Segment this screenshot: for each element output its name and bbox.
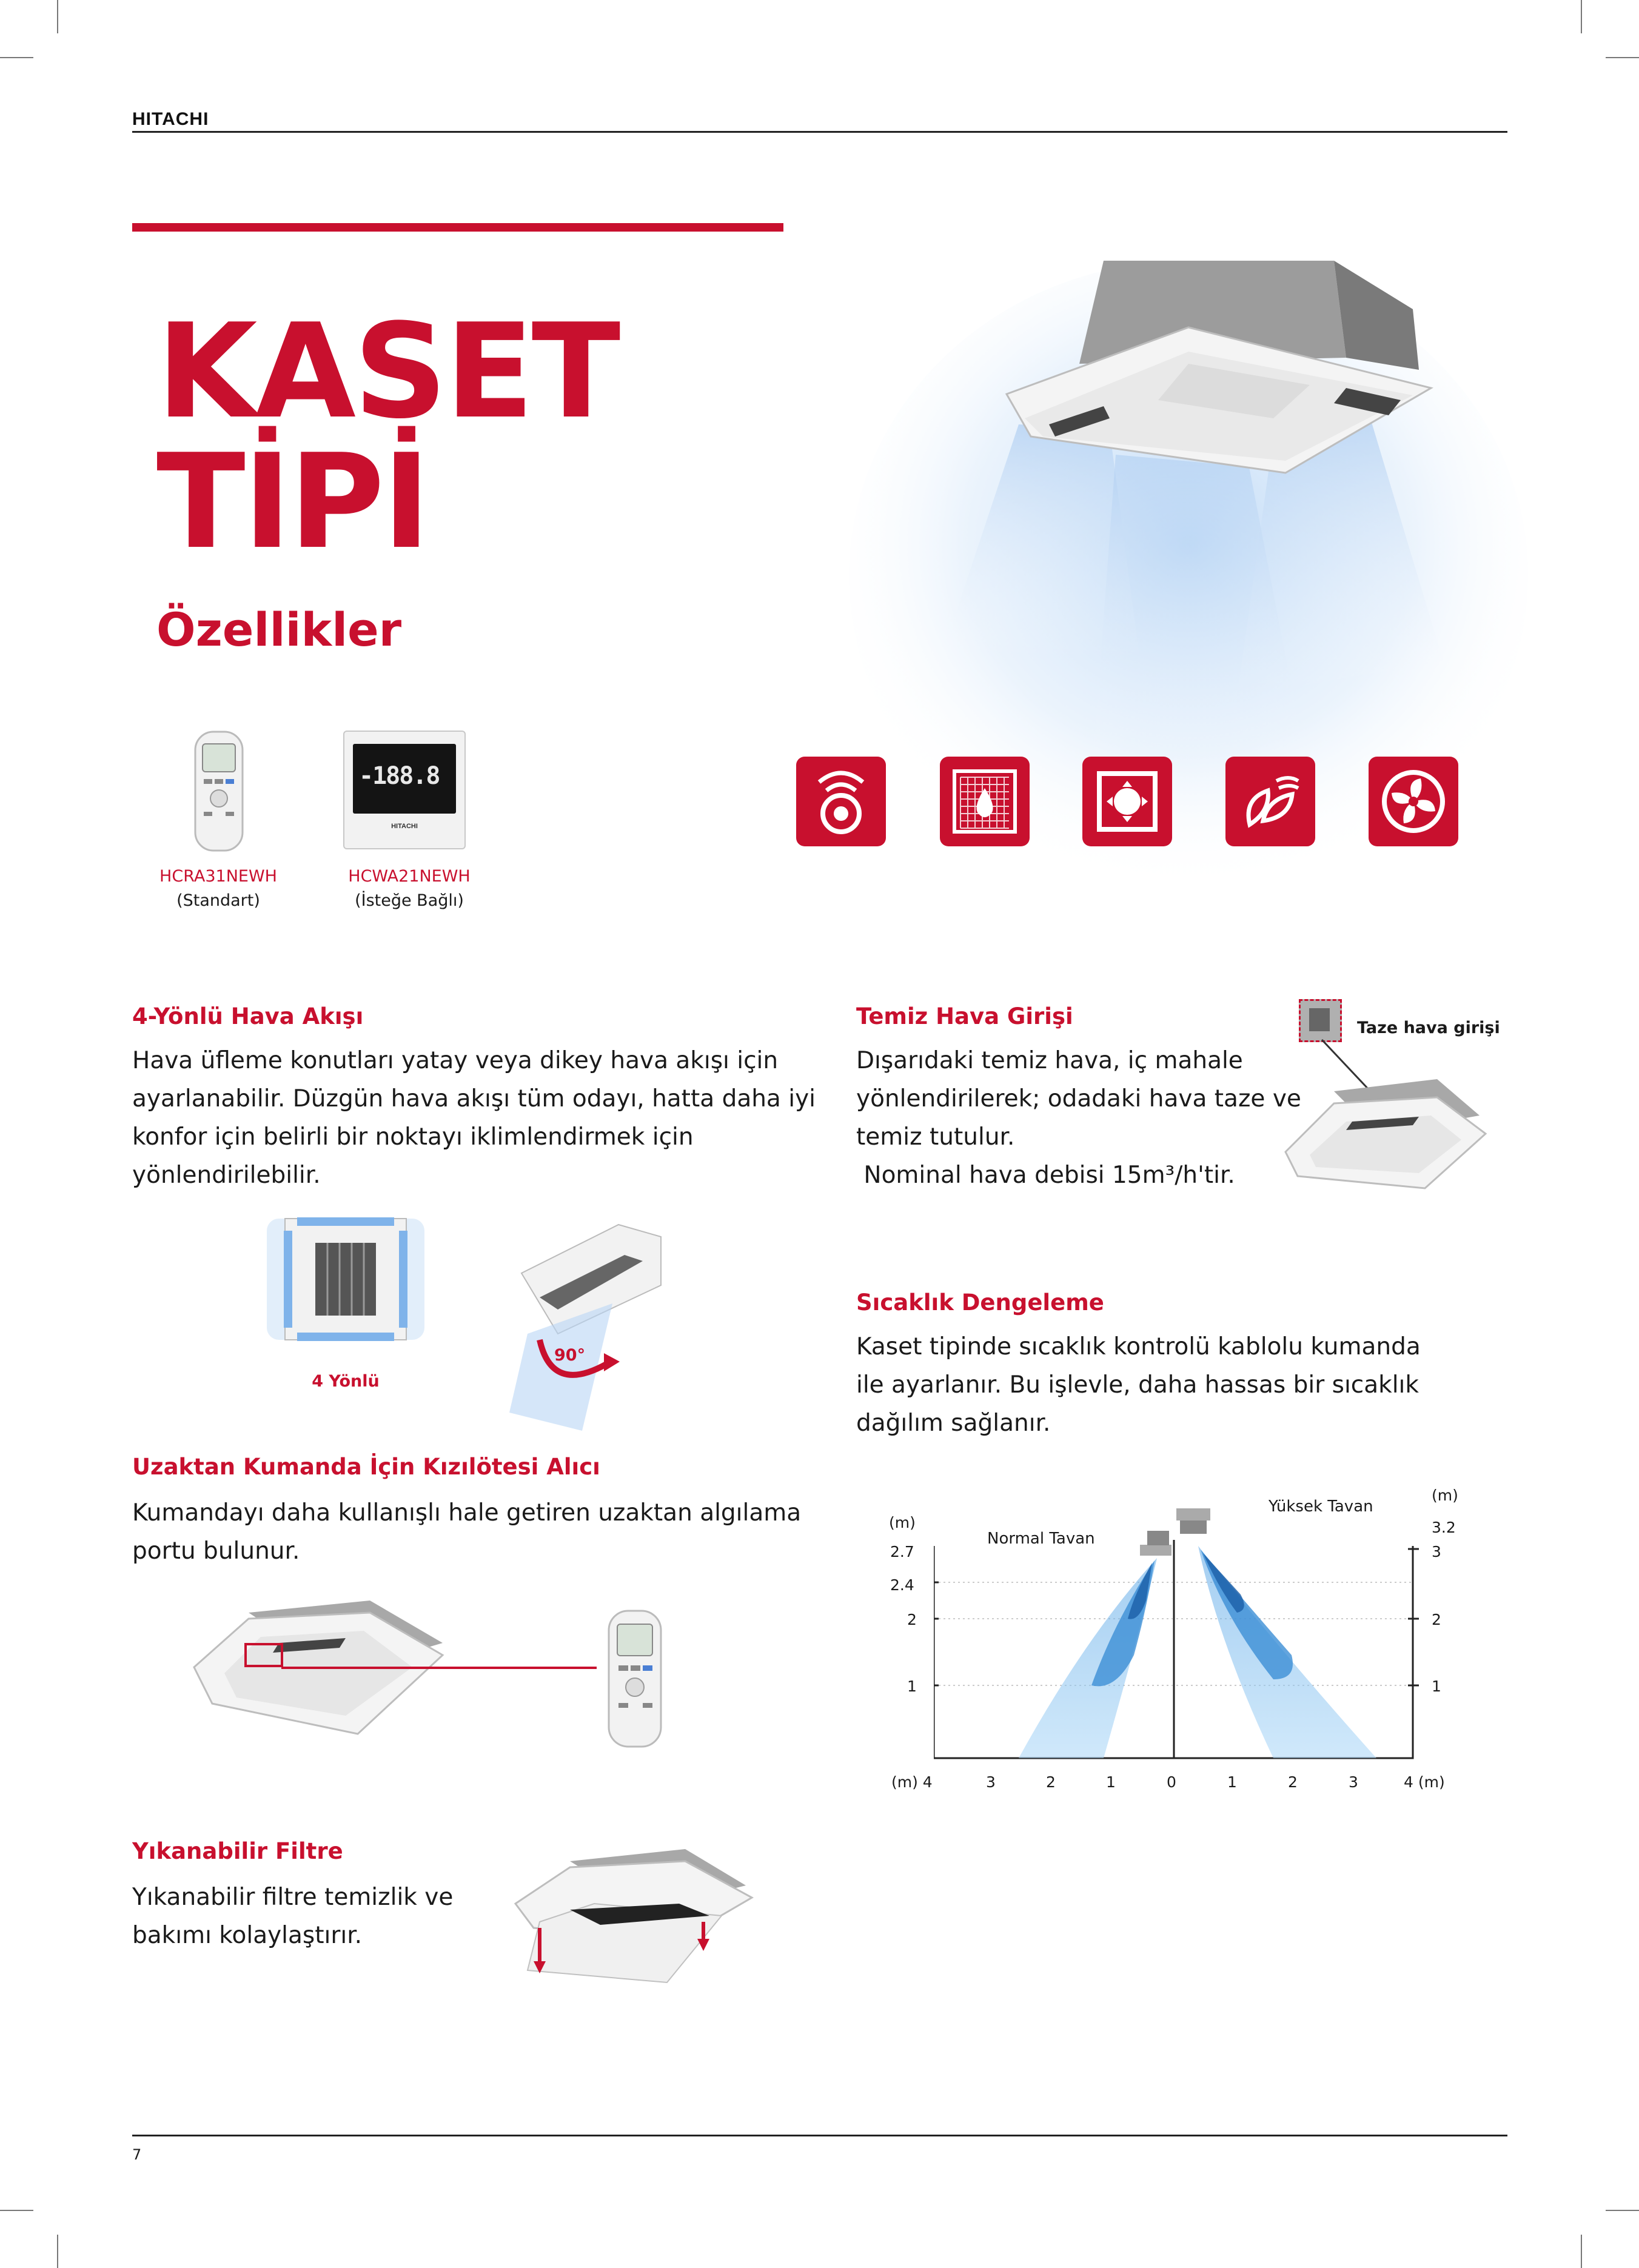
left-tick: 1 xyxy=(907,1678,917,1695)
left-tick: 2.4 xyxy=(890,1576,914,1594)
remote-note-optional: (İsteğe Bağlı) xyxy=(355,891,464,910)
left-tick: 2 xyxy=(907,1611,917,1628)
temperature-heading: Sıcaklık Dengeleme xyxy=(856,1290,1104,1316)
crop-mark xyxy=(1606,57,1639,58)
airflow-text-line3: konfor için belirli bir noktayı iklimlendirmek için xyxy=(132,1123,694,1151)
crop-mark xyxy=(57,2235,58,2268)
airflow-text-line2: ayarlanabilir. Düzgün hava akışı tüm odayı, hatta daha iyi xyxy=(132,1085,816,1112)
brand-logo: HITACHI xyxy=(132,109,209,129)
header-rule xyxy=(132,131,1507,133)
x-tick: 3 xyxy=(1349,1773,1358,1791)
airflow-heading: 4-Yönlü Hava Akışı xyxy=(132,1003,364,1029)
fresh-air-text-line3: temiz tutulur. xyxy=(856,1123,1015,1151)
louver-angle-image xyxy=(485,1213,667,1443)
fresh-air-text-line4: Nominal hava debisi 15m³/h'tir. xyxy=(856,1162,1235,1189)
right-tick: 3 xyxy=(1432,1543,1441,1561)
remote-control-image xyxy=(606,1610,664,1749)
four-way-airflow-icon xyxy=(1082,757,1172,846)
page-title-line1: KASET xyxy=(156,295,618,447)
crop-mark xyxy=(0,57,33,58)
x-tick: 2 xyxy=(1046,1773,1056,1791)
remote-model-standard: HCRA31NEWH xyxy=(159,867,277,886)
page-title-line2: TİPİ xyxy=(156,426,429,578)
x-tick: 3 xyxy=(986,1773,996,1791)
inlet-port-shape xyxy=(1309,1008,1330,1031)
filter-heading: Yıkanabilir Filtre xyxy=(132,1838,343,1864)
cassette-receiver-image xyxy=(188,1601,455,1746)
fresh-air-heading: Temiz Hava Girişi xyxy=(856,1003,1073,1029)
fresh-air-inlet-marker xyxy=(1299,999,1342,1042)
remote-note-standard: (Standart) xyxy=(176,891,260,910)
fresh-air-callout-label: Taze hava girişi xyxy=(1357,1019,1500,1037)
title-accent-bar xyxy=(132,223,783,232)
crop-mark xyxy=(57,0,58,33)
x-tick: 4 (m) xyxy=(1404,1773,1445,1791)
x-tick: 2 xyxy=(1288,1773,1298,1791)
angle-caption: 90° xyxy=(554,1346,586,1365)
fresh-air-leaf-icon xyxy=(1225,757,1315,846)
remote-model-optional: HCWA21NEWH xyxy=(348,867,471,886)
receiver-text-line2: portu bulunur. xyxy=(132,1537,300,1565)
crop-mark xyxy=(1606,2210,1639,2211)
x-tick: 1 xyxy=(1106,1773,1116,1791)
lcd-digits: -188.8 xyxy=(359,762,440,790)
page-number: 7 xyxy=(132,2146,142,2163)
wired-controller-image xyxy=(343,731,466,849)
controller-lcd-screen xyxy=(353,744,456,814)
receiver-heading: Uzaktan Kumanda İçin Kızılötesi Alıcı xyxy=(132,1454,600,1480)
temperature-text-line1: Kaset tipinde sıcaklık kontrolü kablolu kumanda xyxy=(856,1333,1421,1360)
fan-icon xyxy=(1369,757,1458,846)
right-tick: 2 xyxy=(1432,1611,1441,1628)
right-tick: 3.2 xyxy=(1432,1519,1456,1536)
four-way-airflow-image xyxy=(261,1206,431,1352)
crop-mark xyxy=(1581,2235,1582,2268)
receiver-callout-line xyxy=(281,1667,597,1669)
left-tick: 2.7 xyxy=(890,1543,914,1561)
x-tick: 0 xyxy=(1167,1773,1176,1791)
temperature-text-line2: ile ayarlanır. Bu işlevle, daha hassas bir sıcaklık xyxy=(856,1371,1419,1399)
left-axis-unit: (m) xyxy=(889,1514,916,1531)
normal-ceiling-label: Normal Tavan xyxy=(987,1530,1095,1548)
filter-text-line2: bakımı kolaylaştırır. xyxy=(132,1922,363,1949)
washable-filter-image xyxy=(503,1849,764,1995)
washable-filter-icon xyxy=(940,757,1030,846)
airflow-text-line4: yönlendirilebilir. xyxy=(132,1162,321,1189)
crop-mark xyxy=(0,2210,33,2211)
footer-rule xyxy=(132,2135,1507,2136)
x-tick: 1 xyxy=(1227,1773,1237,1791)
crop-mark xyxy=(1581,0,1582,33)
filter-text-line1: Yıkanabilir filtre temizlik ve xyxy=(132,1884,454,1911)
controller-brand: HITACHI xyxy=(391,823,418,830)
section-subtitle: Özellikler xyxy=(156,603,402,657)
right-tick: 1 xyxy=(1432,1678,1441,1695)
airflow-text-line1: Hava üfleme konutları yatay veya dikey hava akışı için xyxy=(132,1047,779,1074)
fresh-air-text-line1: Dışarıdaki temiz hava, iç mahale xyxy=(856,1047,1243,1074)
temperature-text-line3: dağılım sağlanır. xyxy=(856,1410,1051,1437)
right-axis-unit: (m) xyxy=(1432,1487,1458,1504)
fresh-air-text-line2: yönlendirilerek; odadaki hava taze ve xyxy=(856,1085,1301,1112)
receiver-text-line1: Kumandayı daha kullanışlı hale getiren uzaktan algılama xyxy=(132,1499,802,1527)
four-way-caption: 4 Yönlü xyxy=(312,1372,380,1391)
remote-receiver-icon xyxy=(796,757,886,846)
x-tick: (m) 4 xyxy=(891,1773,933,1791)
remote-control-image xyxy=(193,731,245,852)
fresh-air-unit-image xyxy=(1273,1037,1492,1194)
high-ceiling-label: Yüksek Tavan xyxy=(1269,1497,1373,1516)
